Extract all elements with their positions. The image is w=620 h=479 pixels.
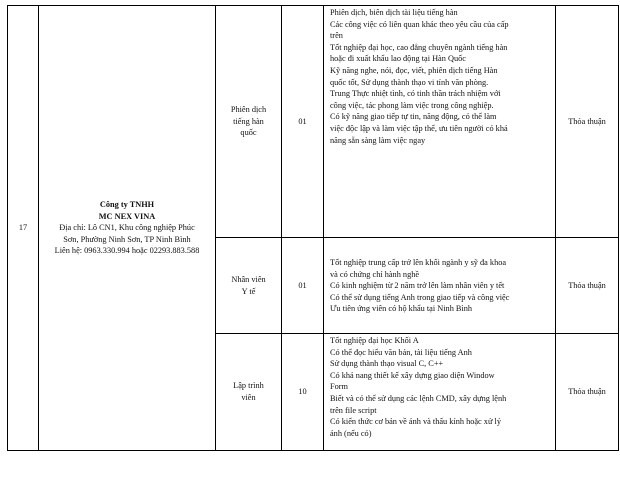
position-title-line: quốc (240, 128, 257, 138)
company-address-line2: Sơn, Phường Ninh Sơn, TP Ninh Bình (63, 234, 191, 244)
requirement-line: hoặc đi xuất khẩu lao động tại Hàn Quốc (330, 54, 466, 64)
requirement-line: Tốt nghiệp đại học Khối A (330, 336, 419, 345)
position-title-line: Phiên dịch (230, 105, 267, 115)
requirement-line: Có kinh nghiệm từ 2 năm trở lên làm nhân viên y tết (330, 281, 505, 291)
requirement-line: năng sẵn sàng làm việc ngay (330, 135, 426, 145)
stt-cell: 17 (8, 6, 39, 451)
requirements-cell (324, 238, 556, 334)
requirement-line: Kỹ năng nghe, nói, đọc, viết, phiên dịch tiếng Hàn (330, 65, 498, 75)
position-title-line: Y tế (241, 286, 256, 296)
requirement-line: Các công việc có liên quan khác theo yêu cầu của cấp (330, 19, 509, 29)
requirements-cell (324, 6, 556, 238)
requirement-line: Có kỹ năng giao tiếp tự tin, năng động, có thể làm (330, 112, 497, 122)
company-contact: Liên hệ: 0963.330.994 hoặc 02293.883.588 (54, 246, 200, 256)
requirement-line: Phiên dịch, biên dịch tài liệu tiếng hàn (330, 8, 458, 17)
requirement-line: Tốt nghiệp đại học, cao đẳng chuyên ngành tiếng hàn (330, 42, 508, 52)
salary-cell: Thỏa thuận (556, 238, 619, 334)
position-cell (216, 334, 282, 451)
requirement-line: Trung Thực nhiệt tình, có tinh thần trách nhiệm với (330, 89, 501, 99)
job-table (7, 5, 619, 451)
company-name-line1: Công ty TNHH (99, 200, 155, 210)
position-cell (216, 238, 282, 334)
requirement-line: việc độc lập và làm việc tập thể, ưu tiên người có khả (330, 123, 508, 133)
company-address-line1: Địa chỉ: Lô CN1, Khu công nghiệp Phúc (59, 223, 195, 233)
requirement-line: Tốt nghiệp trung cấp trở lên khối ngành y sỹ đa khoa (330, 258, 507, 268)
quantity-cell: 10 (282, 334, 324, 451)
salary-cell: Thỏa thuận (556, 6, 619, 238)
requirement-line: Có khả nang thiết kế xây dựng giao diện Window (330, 370, 495, 380)
requirement-line: Có thể đọc hiểu văn bản, tài liệu tiếng Anh (330, 347, 472, 357)
requirement-line: và có chứng chỉ hành nghề (330, 269, 420, 279)
quantity-cell: 01 (282, 6, 324, 238)
company-cell (39, 6, 216, 451)
requirements-cell (324, 334, 556, 451)
requirement-line: công việc, tác phong làm việc trong công nghiệp. (330, 100, 494, 110)
position-cell (216, 6, 282, 238)
requirement-line: trên file script (330, 405, 377, 415)
salary-cell: Thỏa thuận (556, 334, 619, 451)
requirement-line: Ưu tiên ứng viên có hộ khẩu tại Ninh Bình (330, 304, 473, 314)
company-name-line2: MC NEX VINA (98, 211, 156, 221)
requirement-line: Sử dụng thành thạo visual C, C++ (330, 359, 444, 369)
requirement-line: ảnh (nếu có) (330, 428, 372, 438)
position-title-line: viên (241, 393, 256, 402)
requirement-line: Biết và có thể sử dụng các lệnh CMD, xây dựng lệnh (330, 393, 507, 403)
position-title-line: tiếng hàn (233, 116, 264, 126)
requirement-line: Có kiến thức cơ bản về ảnh và thấu kính hoặc xử lý (330, 417, 501, 427)
requirement-line: Có thể sử dụng tiếng Anh trong giao tiếp và công việc (330, 292, 510, 302)
position-title-line: Nhân viên (231, 274, 266, 284)
requirement-line: Form (330, 382, 348, 392)
quantity-cell: 01 (282, 238, 324, 334)
requirement-line: trên (330, 31, 343, 41)
position-title-line: Lập trình (233, 381, 264, 391)
requirement-line: quốc tốt, Sử dụng thành thạo vi tính văn phòng. (330, 77, 489, 87)
table-row (8, 6, 619, 238)
